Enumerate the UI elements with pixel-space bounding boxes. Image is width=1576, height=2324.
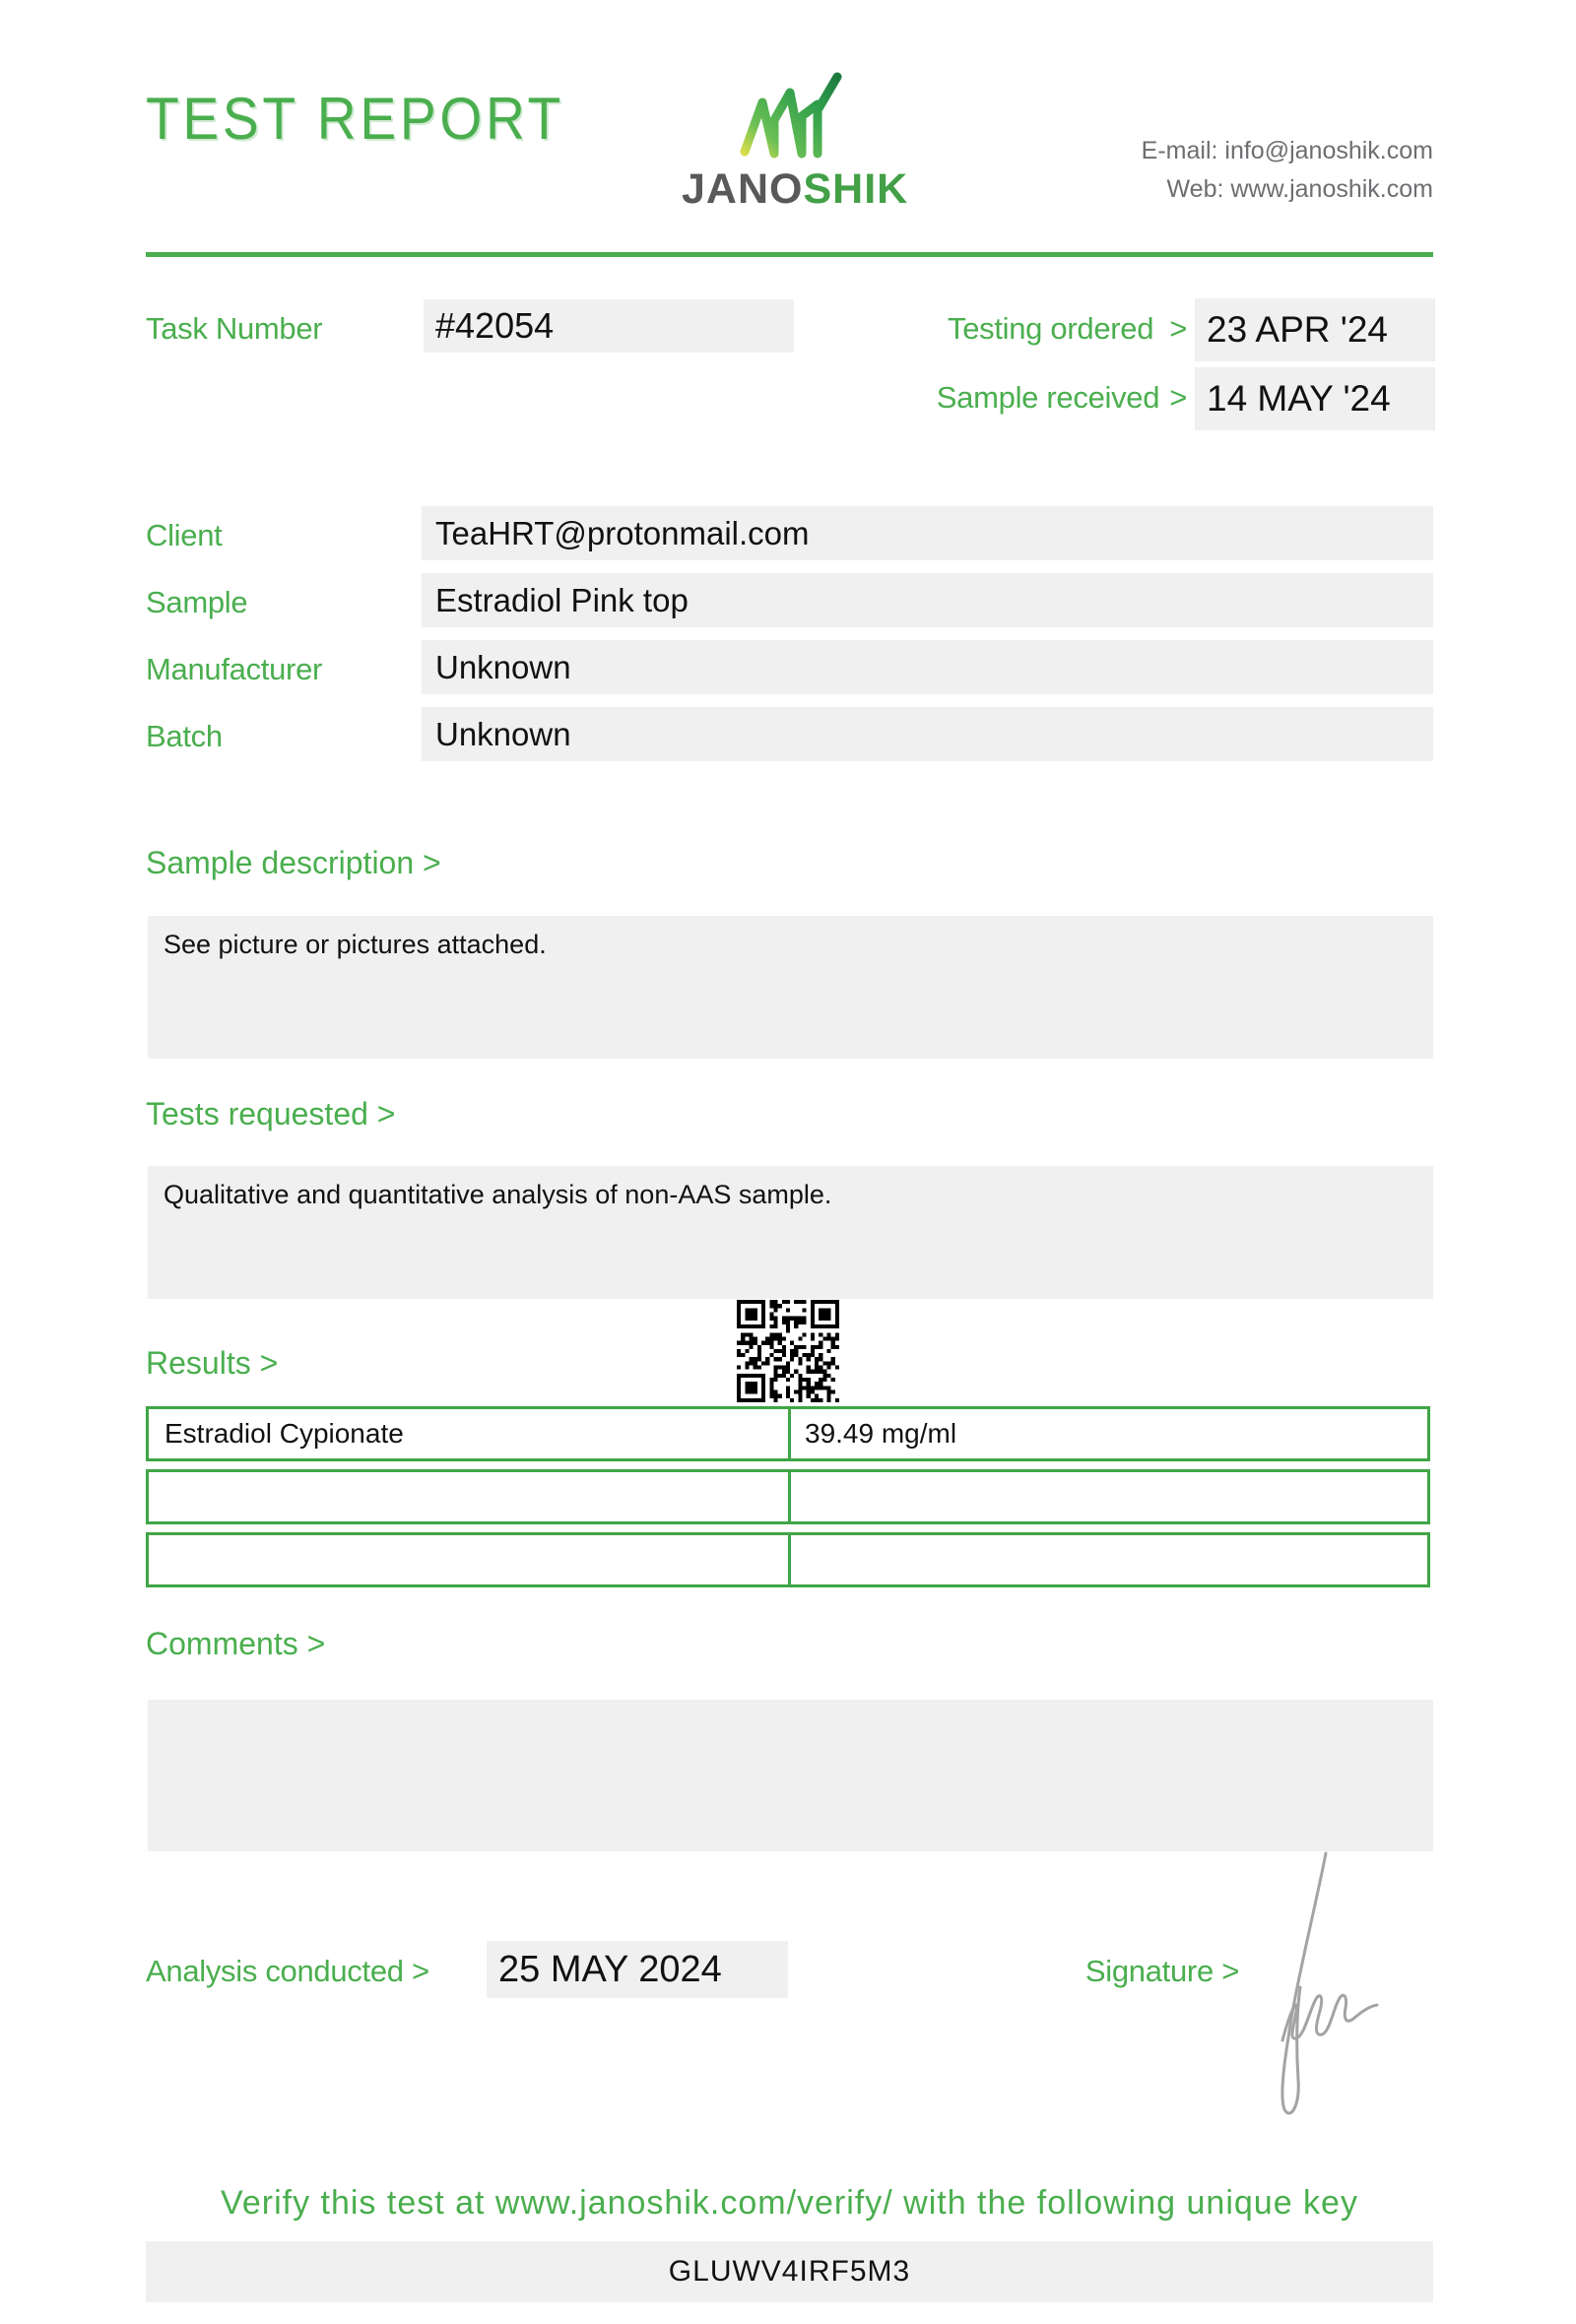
- logo-jano: JANO: [682, 165, 804, 213]
- chevron-right-icon: >: [1169, 311, 1187, 346]
- sample-description-heading: Sample description >: [146, 845, 441, 880]
- client-value: TeaHRT@protonmail.com: [422, 506, 1433, 560]
- comments-box: [148, 1700, 1433, 1851]
- sample-description-box: See picture or pictures attached.: [148, 916, 1433, 1059]
- task-number-label: Task Number: [146, 311, 323, 346]
- client-label: Client: [146, 518, 223, 552]
- table-row: [146, 1469, 1430, 1524]
- sample-received-label: Sample received >: [936, 380, 1187, 415]
- tests-requested-box: Qualitative and quantitative analysis of non-AAS sample.: [148, 1166, 1433, 1299]
- web-line: Web: www.janoshik.com: [1166, 175, 1433, 203]
- tests-requested-heading: Tests requested >: [146, 1096, 396, 1131]
- manufacturer-label: Manufacturer: [146, 652, 323, 686]
- manufacturer-value: Unknown: [422, 640, 1433, 694]
- analysis-conducted-label: Analysis conducted >: [146, 1954, 429, 1988]
- analyte-cell: [149, 1472, 791, 1521]
- logo-wordmark: [682, 165, 908, 214]
- signature-label: Signature >: [1084, 1954, 1239, 1988]
- comments-heading: Comments >: [146, 1626, 326, 1661]
- analyte-cell: [149, 1535, 791, 1584]
- qr-code-image: [737, 1300, 839, 1402]
- sample-received-value: 14 MAY '24: [1195, 367, 1435, 430]
- signature-image: [1263, 1847, 1391, 2139]
- table-row: [146, 1406, 1430, 1461]
- table-row: [146, 1532, 1430, 1587]
- analysis-conducted-value: 25 MAY 2024: [487, 1941, 788, 1998]
- chevron-right-icon: >: [1169, 380, 1187, 415]
- testing-ordered-label: Testing ordered >: [948, 311, 1187, 346]
- contact-block: [1142, 132, 1433, 209]
- result-cell: 39.49 mg/ml: [805, 1418, 957, 1449]
- header-divider: [146, 252, 1433, 257]
- batch-value: Unknown: [422, 707, 1433, 761]
- email-line: E-mail: info@janoshik.com: [1141, 137, 1433, 164]
- page-title: TEST REPORT: [146, 86, 564, 152]
- unique-key-value: GLUWV4IRF5M3: [146, 2241, 1433, 2302]
- task-number-value: #42054: [424, 299, 794, 353]
- result-cell: [791, 1472, 1427, 1521]
- batch-label: Batch: [146, 719, 223, 753]
- result-cell: [791, 1535, 1427, 1584]
- testing-ordered-value: 23 APR '24: [1195, 298, 1435, 361]
- results-table: [146, 1406, 1430, 1595]
- growth-chart-icon: [737, 71, 843, 165]
- results-heading: Results >: [146, 1345, 279, 1381]
- verify-instruction: Verify this test at www.janoshik.com/verify/ with the following unique key: [221, 2184, 1358, 2222]
- analyte-cell: Estradiol Cypionate: [149, 1409, 791, 1458]
- logo-shik: SHIK: [803, 165, 909, 213]
- sample-value: Estradiol Pink top: [422, 573, 1433, 627]
- sample-label: Sample: [146, 585, 248, 619]
